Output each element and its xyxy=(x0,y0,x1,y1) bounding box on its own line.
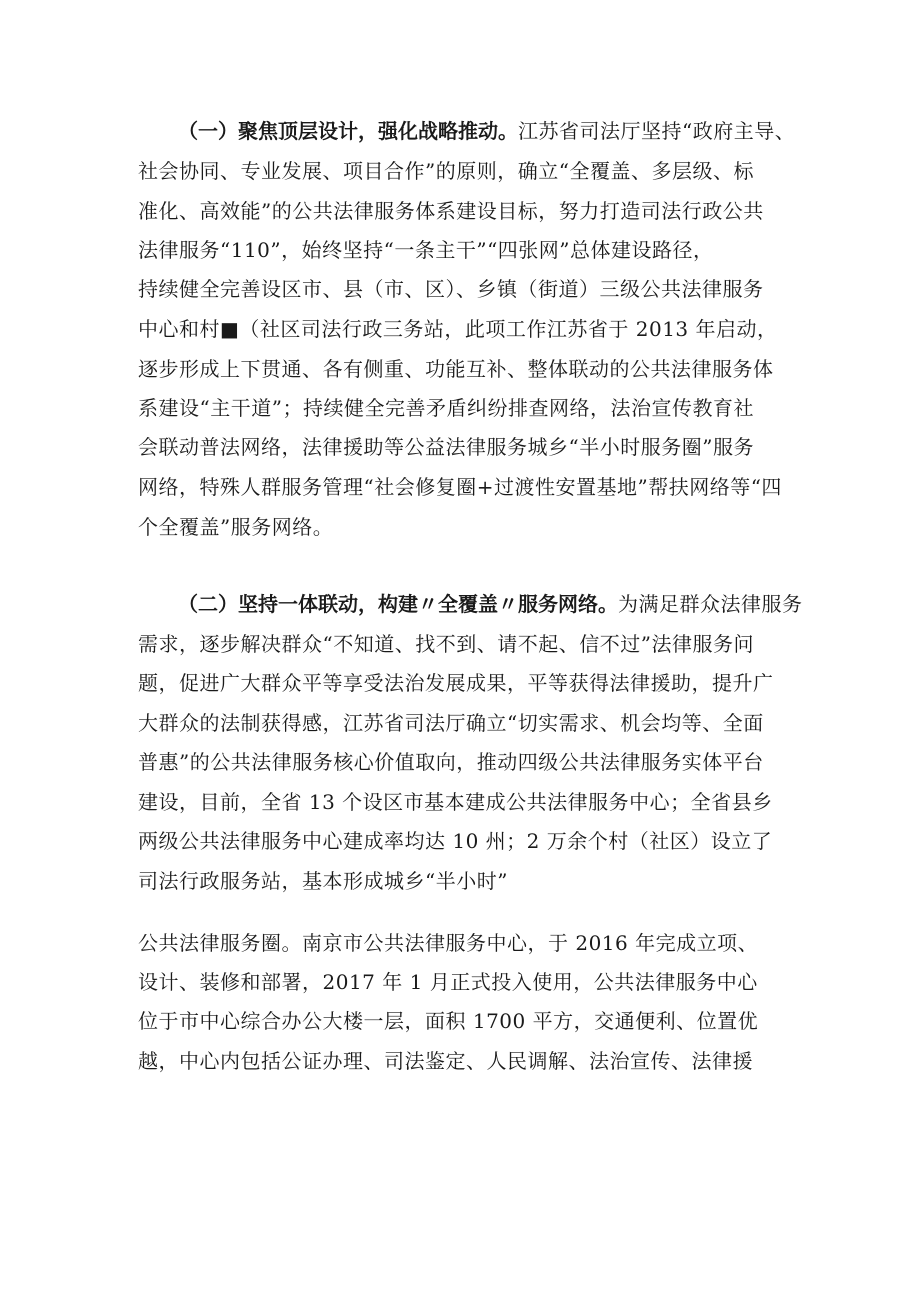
section-2-heading: （二）坚持一体联动，构建〃全覆盖〃服务网络。 xyxy=(178,592,618,616)
paragraph-2-line-1 xyxy=(178,587,808,621)
paragraph-2-line-4: 大群众的法制获得感，江苏省司法厅确立“切实需求、机会均等、全面 xyxy=(138,711,764,735)
paragraph-1-line-1 xyxy=(178,114,808,148)
paragraph-2-line-7: 两级公共法律服务中心建成率均达 10 州；2 万余个村（社区）设立了 xyxy=(138,829,773,853)
paragraph-3-line-4: 越，中心内包括公证办理、司法鉴定、人民调解、法治宣传、法律援 xyxy=(138,1049,753,1073)
section-2-text: 为满足群众法律服务 xyxy=(618,592,803,616)
paragraph-3-line-1: 公共法律服务圈。南京市公共法律服务中心，于 2016 年完成立项、 xyxy=(138,931,759,955)
paragraph-2-line-8: 司法行政服务站，基本形成城乡“半小时” xyxy=(138,869,508,893)
paragraph-3-line-3: 位于市中心综合办公大楼一层，面积 1700 平方，交通便利、位置优 xyxy=(138,1009,759,1033)
paragraph-1-line-8: 系建设“主干道”；持续健全完善矛盾纠纷排查网络，法治宣传教育社 xyxy=(138,396,754,420)
paragraph-2-line-2: 需求，逐步解决群众“不知道、找不到、请不起、信不过”法律服务问 xyxy=(138,632,754,656)
paragraph-3-line-2: 设计、装修和部署，2017 年 1 月正式投入使用，公共法律服务中心 xyxy=(138,970,758,994)
paragraph-1-line-6: 中心和村■（社区司法行政三务站，此项工作江苏省于 2013 年启动， xyxy=(138,317,778,341)
section-1-text: 江苏省司法厅坚持“政府主导、 xyxy=(518,119,796,143)
paragraph-1-line-10: 网络，特殊人群服务管理“社会修复圈+过渡性安置基地”帮扶网络等“四 xyxy=(138,475,782,499)
paragraph-1-line-5: 持续健全完善设区市、县（市、区）、乡镇（街道）三级公共法律服务 xyxy=(138,277,764,301)
section-1-heading: （一）聚焦顶层设计，强化战略推动。 xyxy=(178,119,518,143)
paragraph-1-line-4: 法律服务“110”，始终坚持“一条主干”“四张网”总体建设路径， xyxy=(138,238,714,262)
paragraph-1-line-7: 逐步形成上下贯通、各有侧重、功能互补、整体联动的公共法律服务体 xyxy=(138,357,774,381)
paragraph-1-line-9: 会联动普法网络，法律援助等公益法律服务城乡“半小时服务圈”服务 xyxy=(138,435,754,459)
paragraph-1-line-11: 个全覆盖”服务网络。 xyxy=(138,515,334,539)
paragraph-2-line-6: 建设，目前，全省 13 个设区市基本建成公共法律服务中心；全省县乡 xyxy=(138,790,773,814)
paragraph-2-line-3: 题，促进广大群众平等享受法治发展成果，平等获得法律援助，提升广 xyxy=(138,671,774,695)
paragraph-1-line-3: 准化、高效能”的公共法律服务体系建设目标，努力打造司法行政公共 xyxy=(138,199,764,223)
paragraph-2-line-5: 普惠”的公共法律服务核心价值取向，推动四级公共法律服务实体平台 xyxy=(138,750,764,774)
paragraph-1-line-2: 社会协同、专业发展、项目合作”的原则，确立“全覆盖、多层级、标 xyxy=(138,159,754,183)
